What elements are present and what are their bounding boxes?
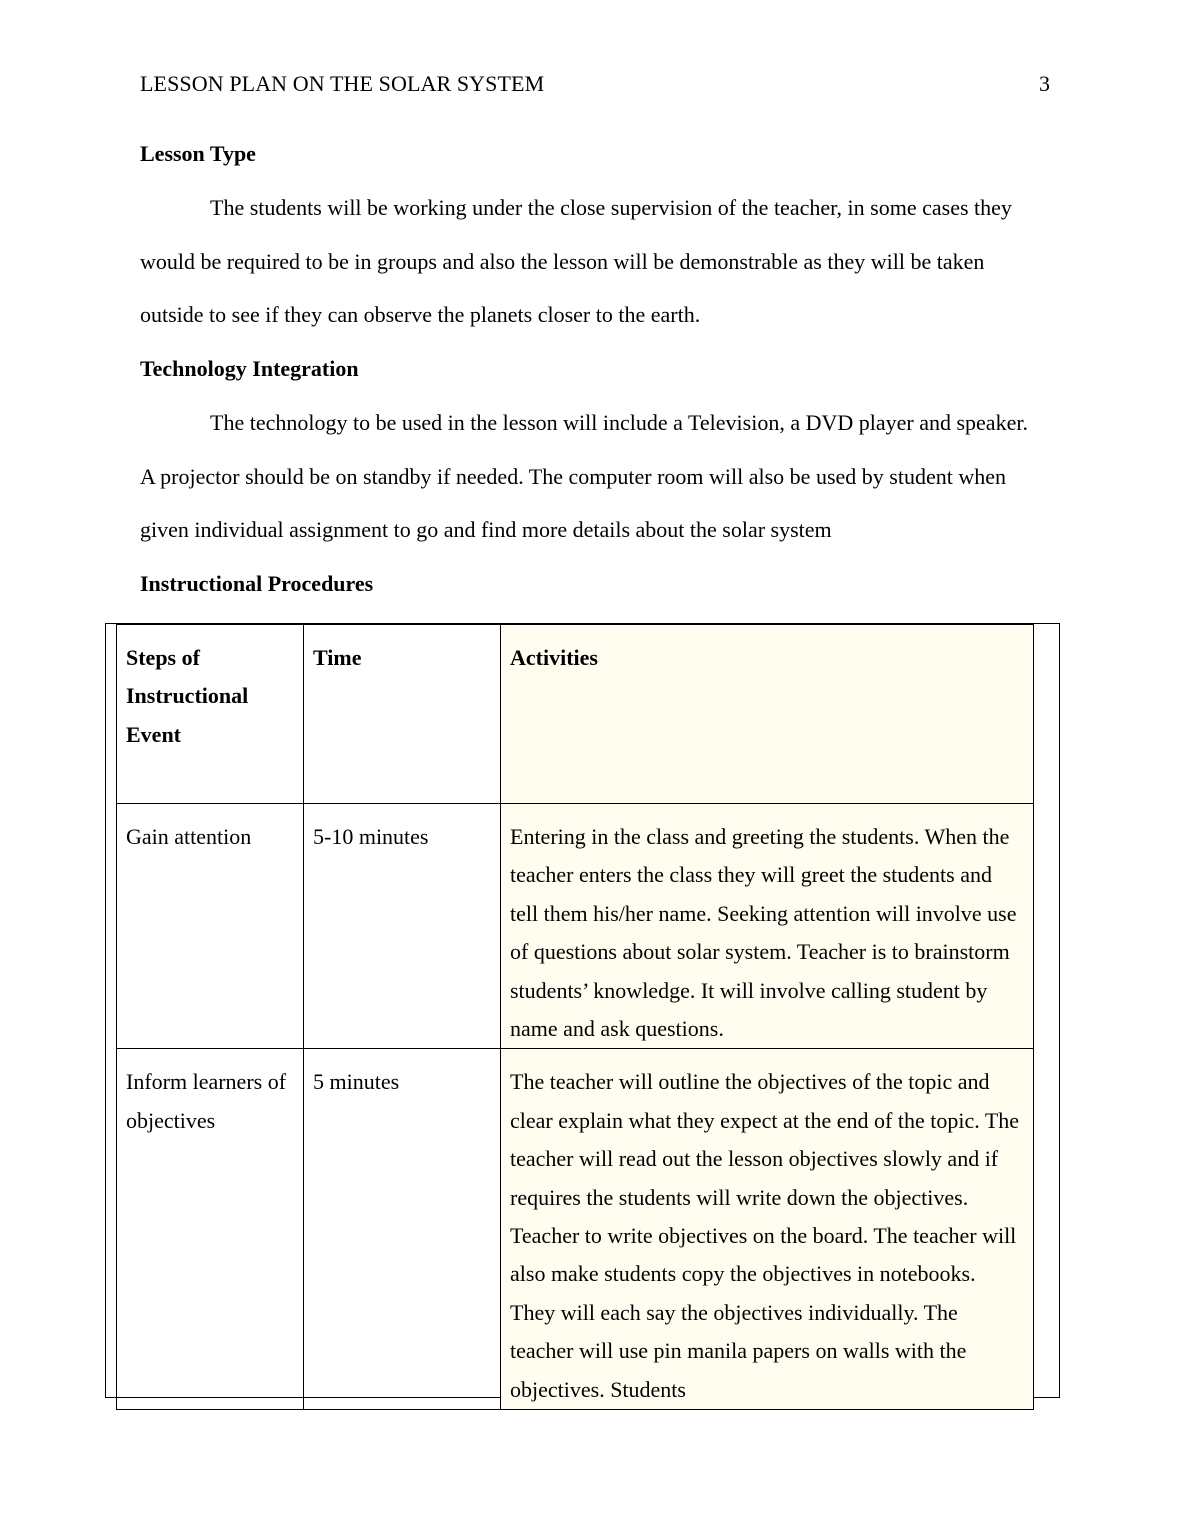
step-text: Gain attention <box>126 824 252 849</box>
header-activities: Activities <box>510 645 598 670</box>
page-number: 3 <box>1039 71 1050 96</box>
table-cell-time <box>304 804 501 1049</box>
time-text: 5 minutes <box>313 1069 400 1095</box>
table-cell-activities <box>501 804 1034 1049</box>
section-heading-instructional-procedures: Instructional Procedures <box>140 571 374 596</box>
instructional-procedures-table <box>116 624 1034 1410</box>
table-cell-time <box>304 1049 501 1410</box>
activities-text: Entering in the class and greeting the students. When the teacher enters the class they will greet the students and tell them his/her name. Seeking attention will involve use of questions about solar system. Teacher is to brainstorm students’ knowledge. It will involve calling student by name and ask questions. <box>510 824 1017 1042</box>
running-header-title: LESSON PLAN ON THE SOLAR SYSTEM <box>140 71 545 96</box>
table-cell-step <box>117 804 304 1049</box>
table-cell-activities <box>501 1049 1034 1410</box>
table-cell-step <box>117 1049 304 1410</box>
header-time: Time <box>313 645 362 670</box>
table-row <box>117 804 1034 1049</box>
table-header-row <box>117 625 1034 804</box>
table-row <box>117 1049 1034 1410</box>
table-header-cell <box>501 625 1034 804</box>
section-heading-technology-integration: Technology Integration <box>140 356 359 381</box>
time-text: 5-10 minutes <box>313 824 429 849</box>
section-paragraph-lesson-type: The students will be working under the close supervision of the teacher, in some cases they would be required to be in groups and also the lesson will be demonstrable as they will be taken outside to see if they can observe the planets closer to the earth. <box>140 195 1012 327</box>
table-header-cell <box>117 625 304 804</box>
step-text: Inform learners of objectives <box>126 1069 287 1133</box>
section-paragraph-technology-integration: The technology to be used in the lesson will include a Television, a DVD player and speaker. A projector should be on standby if needed. The computer room will also be used by student when given individual assignment to go and find more details about the solar system <box>140 410 1028 542</box>
activities-text: The teacher will outline the objectives of the topic and clear explain what they expect at the end of the topic. The teacher will read out the lesson objectives slowly and if requires the students will write down the objectives. Teacher to write objectives on the board. The teacher will also make students copy the objectives in notebooks. They will each say the objectives individually. The teacher will use pin manila papers on walls with the objectives. Students <box>510 1069 1020 1402</box>
header-steps: Steps of Instructional Event <box>126 645 249 747</box>
section-heading-lesson-type: Lesson Type <box>140 141 256 166</box>
table-header-cell <box>304 625 501 804</box>
